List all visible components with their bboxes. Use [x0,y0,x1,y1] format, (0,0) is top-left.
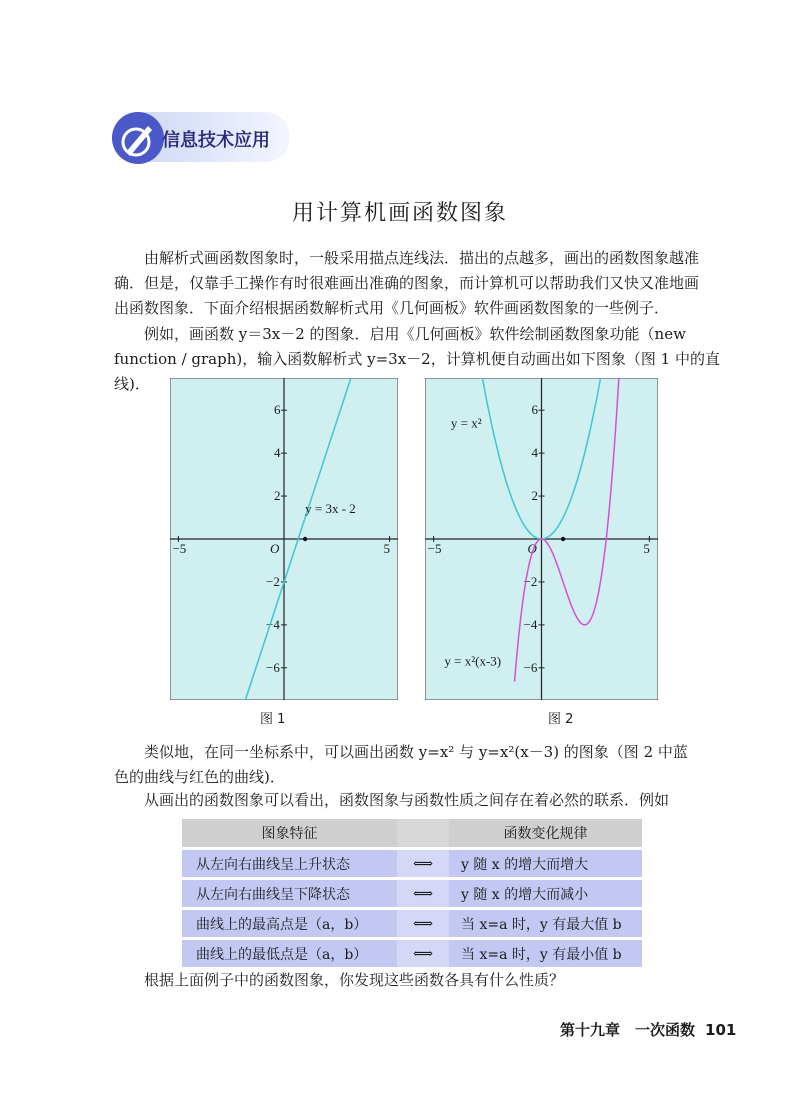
table-header: 图象特征 [182,819,397,847]
y-tick-label: −2 [523,573,538,589]
table-row [182,880,642,907]
table-cell: 从左向右曲线呈下降状态 [182,880,397,907]
data-point [561,537,565,541]
y-tick-label: −6 [523,659,538,675]
equivalence-icon: ⟺ [397,910,449,937]
figure-2 [425,378,658,704]
pen-circle-icon [112,112,164,164]
text-line: 类似地，在同一坐标系中，可以画出函数 y=x² 与 y=x²(x－3) 的图象（图 2 中蓝 [114,743,688,761]
table-header: 函数变化规律 [449,819,642,847]
x-tick-label: −5 [172,541,187,556]
table-header-spacer [397,819,449,847]
series-label: y = x² [450,415,482,431]
table-cell: y 随 x 的增大而减小 [449,880,642,907]
text-line: 例如，画函数 y＝3x－2 的图象．启用《几何画板》软件绘制函数图象功能（new [114,325,686,343]
table-cell: 曲线上的最低点是（a，b） [182,940,397,967]
properties-table [182,816,642,970]
y-tick-label: 4 [274,445,281,461]
section-title: 信息技术应用 [162,130,270,151]
y-tick-label: −4 [523,616,538,632]
y-tick-label: 6 [274,402,281,418]
table-cell: 从左向右曲线呈上升状态 [182,850,397,877]
text-line: 出函数图象．下面介绍根据函数解析式用《几何画板》软件画函数图象的一些例子． [114,299,670,317]
y-tick-label: 6 [531,402,538,418]
text-line: 色的曲线与红色的曲线)． [114,768,285,786]
y-tick-label: −2 [266,573,280,589]
table-row [182,910,642,937]
origin-label: O [270,541,280,556]
y-tick-label: −4 [266,616,280,632]
equivalence-icon: ⟺ [397,940,449,967]
page-title: 用计算机画函数图象 [291,201,508,226]
table-cell: 当 x=a 时，y 有最大值 b [449,910,642,937]
x-tick-label: 5 [643,541,650,556]
figure-2-caption: 图 2 [548,712,574,727]
paragraph-4: 从画出的函数图象可以看出，函数图象与函数性质之间存在着必然的联系．例如 [114,791,670,809]
table-row [182,940,642,967]
figure-1-caption: 图 1 [260,712,286,727]
x-tick-label: 5 [383,541,391,556]
paragraph-1 [114,246,720,321]
series-label: y = 3x - 2 [305,501,356,517]
figure-2-chart [425,378,658,700]
data-point [303,537,307,541]
text-line: function / graph)，输入函数解析式 y=3x－2，计算机便自动画出如下图象（图 1 中的直线)． [114,350,720,393]
table-cell: 当 x=a 时，y 有最小值 b [449,940,642,967]
y-tick-label: 4 [531,445,538,461]
series-label: y = x²(x-3) [444,653,502,669]
origin-label: O [527,541,537,556]
table-cell: y 随 x 的增大而增大 [449,850,642,877]
figure-1 [170,378,398,704]
page-number: 101 [705,1021,737,1039]
equivalence-icon: ⟺ [397,880,449,907]
text-line: 由解析式画函数图象时，一般采用描点连线法．描出的点越多，画出的函数图象越准 [114,249,700,267]
equivalence-icon: ⟺ [397,850,449,877]
chapter-title: 第十九章 一次函数 [560,1021,696,1039]
y-tick-label: 2 [274,488,281,504]
figure-1-chart [170,378,398,700]
text-line: 确．但是，仅靠手工操作有时很难画出准确的图象，而计算机可以帮助我们又快又准地画 [114,274,700,292]
paragraph-3 [114,740,720,790]
page-footer [560,1019,736,1040]
x-tick-label: −5 [427,541,442,556]
table-row [182,850,642,877]
table-header-row [182,819,642,847]
y-tick-label: 2 [531,488,538,504]
paragraph-5: 根据上面例子中的函数图象，你发现这些函数各具有什么性质？ [114,971,565,989]
table-cell: 曲线上的最高点是（a，b） [182,910,397,937]
y-tick-label: −6 [266,659,280,675]
